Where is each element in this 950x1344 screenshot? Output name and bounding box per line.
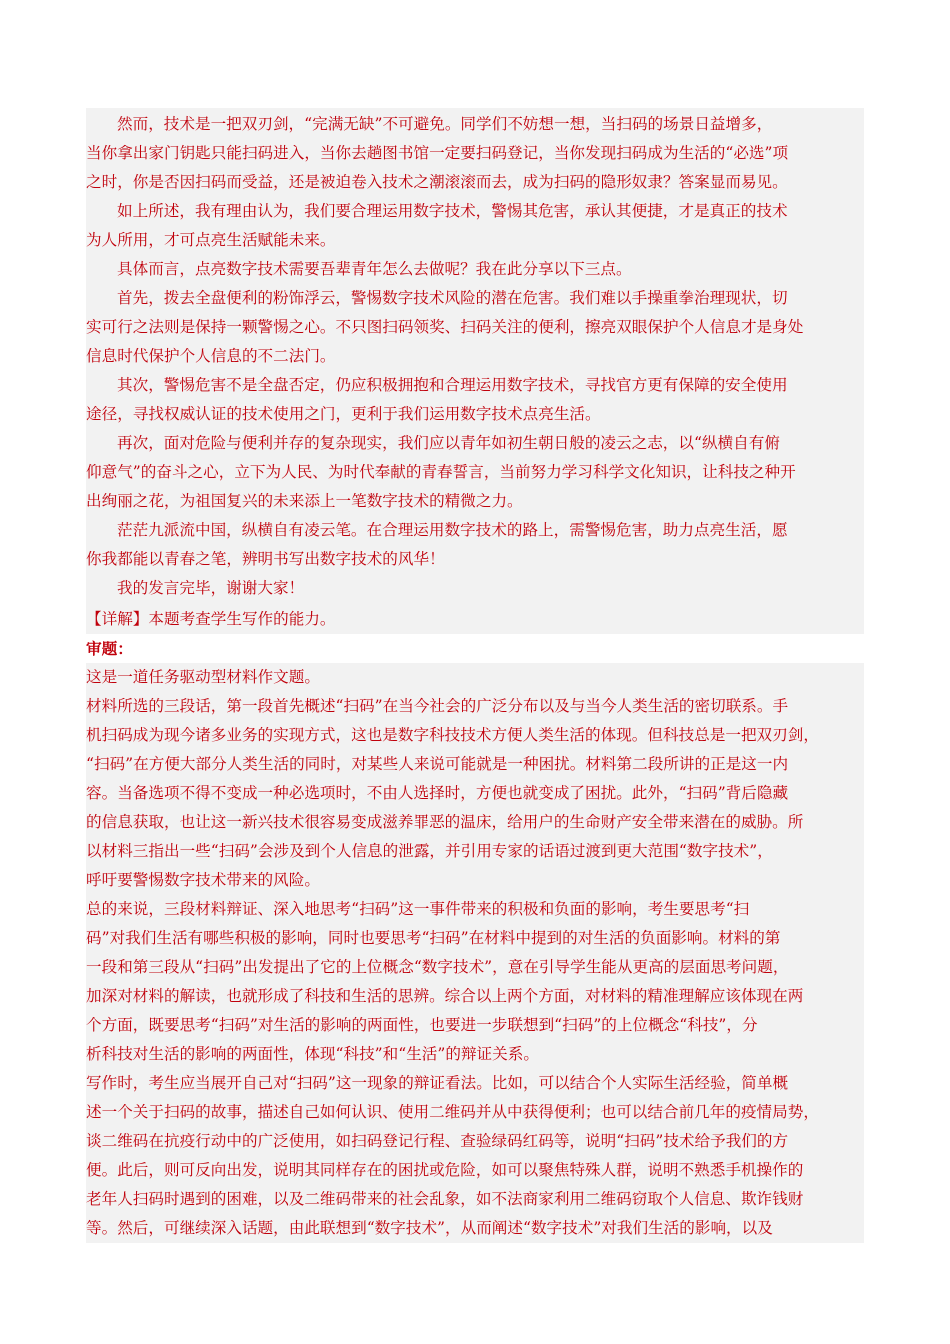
essay-line: 我的发言完毕，谢谢大家！ bbox=[117, 579, 305, 597]
essay-line: 首先，拨去全盘便利的粉饰浮云，警惕数字技术风险的潜在危害。我们难以手操重拳治理现状，切 bbox=[117, 289, 788, 307]
essay-line: 再次，面对危险与便利并存的复杂现实，我们应以青年如初生朝日般的凌云之志，以“纵横自有俯 bbox=[117, 434, 780, 452]
document-page bbox=[86, 108, 864, 1243]
analysis-line: 总的来说，三段材料辩证、深入地思考“扫码”这一事件带来的积极和负面的影响，考生要思考“扫 bbox=[86, 900, 750, 918]
analysis-line: 个方面，既要思考“扫码”对生活的影响的两面性，也要进一步联想到“扫码”的上位概念“科技”，分 bbox=[86, 1016, 758, 1034]
essay-line: 为人所用，才可点亮生活赋能未来。 bbox=[86, 231, 336, 249]
analysis-line: 以材料三指出一些“扫码”会涉及到个人信息的泄露，并引用专家的话语过渡到更大范围“数字技术”， bbox=[86, 842, 773, 860]
analysis-line: 写作时，考生应当展开自己对“扫码”这一现象的辩证看法。比如，可以结合个人实际生活经验，简单概 bbox=[86, 1074, 789, 1092]
analysis-line: 老年人扫码时遇到的困难，以及二维码带来的社会乱象，如不法商家利用二维码窃取个人信息、欺诈钱财 bbox=[86, 1190, 804, 1208]
analysis-line: 容。当备选项不得不变成一种必选项时，不由人选择时，方便也就变成了困扰。此外，“扫码”背后隐藏 bbox=[86, 784, 789, 802]
essay-line: 当你拿出家门钥匙只能扫码进入，当你去趟图书馆一定要扫码登记，当你发现扫码成为生活的“必选”项 bbox=[86, 144, 789, 162]
essay-line: 途径，寻找权威认证的技术使用之门，更利于我们运用数字技术点亮生活。 bbox=[86, 405, 601, 423]
essay-line: 之时，你是否因扫码而受益，还是被迫卷入技术之潮滚滚而去，成为扫码的隐形奴隶？答案显而易见。 bbox=[86, 173, 788, 191]
essay-line: 出绚丽之花，为祖国复兴的未来添上一笔数字技术的精微之力。 bbox=[86, 492, 523, 510]
essay-line: 你我都能以青春之笔，辨明书写出数字技术的风华！ bbox=[86, 550, 445, 568]
section-heading: 审题： bbox=[86, 634, 864, 663]
analysis-line: 析科技对生活的影响的两面性，体现“科技”和“生活”的辩证关系。 bbox=[86, 1045, 539, 1063]
analysis-line: 【详解】本题考查学生写作的能力。 bbox=[86, 610, 336, 628]
analysis-section bbox=[86, 603, 864, 1243]
essay-line: 信息时代保护个人信息的不二法门。 bbox=[86, 347, 336, 365]
analysis-line: 的信息获取，也让这一新兴技术很容易变成滋养罪恶的温床，给用户的生命财产安全带来潜在的威胁。所 bbox=[86, 813, 804, 831]
analysis-line: 等。然后，可继续深入话题，由此联想到“数字技术”，从而阐述“数字技术”对我们生活的影响，以及 bbox=[86, 1219, 773, 1237]
essay-line: 实可行之法则是保持一颗警惕之心。不只图扫码领奖、扫码关注的便利，擦亮双眼保护个人信息才是身处 bbox=[86, 318, 804, 336]
analysis-line: 述一个关于扫码的故事，描述自己如何认识、使用二维码并从中获得便利；也可以结合前几年的疫情局势， bbox=[86, 1103, 819, 1121]
analysis-line: 材料所选的三段话，第一段首先概述“扫码”在当今社会的广泛分布以及与当今人类生活的密切联系。手 bbox=[86, 697, 789, 715]
analysis-line: 机扫码成为现今诸多业务的实现方式，这也是数字科技技术方便人类生活的体现。但科技总是一把双刃剑， bbox=[86, 726, 819, 744]
essay-line: 其次，警惕危害不是全盘否定，仍应积极拥抱和合理运用数字技术，寻找官方更有保障的安全使用 bbox=[117, 376, 788, 394]
analysis-line: 码”对我们生活有哪些积极的影响，同时也要思考“扫码”在材料中提到的对生活的负面影响。材料的第 bbox=[86, 929, 781, 947]
essay-line: 然而，技术是一把双刃剑，“完满无缺”不可避免。同学们不妨想一想，当扫码的场景日益增多， bbox=[117, 115, 773, 133]
analysis-line: 加深对材料的解读，也就形成了科技和生活的思辨。综合以上两个方面，对材料的精准理解应该体现在两 bbox=[86, 987, 804, 1005]
essay-line: 仰意气”的奋斗之心，立下为人民、为时代奉献的青春誓言，当前努力学习科学文化知识，让科技之种开 bbox=[86, 463, 796, 481]
analysis-line: 这是一道任务驱动型材料作文题。 bbox=[86, 668, 320, 686]
analysis-line: 一段和第三段从“扫码”出发提出了它的上位概念“数字技术”，意在引导学生能从更高的层面思考问题， bbox=[86, 958, 789, 976]
analysis-line: 呼吁要警惕数字技术带来的风险。 bbox=[86, 871, 320, 889]
essay-body bbox=[86, 108, 864, 603]
essay-line: 具体而言，点亮数字技术需要吾辈青年怎么去做呢？我在此分享以下三点。 bbox=[117, 260, 632, 278]
essay-line: 如上所述，我有理由认为，我们要合理运用数字技术，警惕其危害，承认其便捷，才是真正的技术 bbox=[117, 202, 788, 220]
analysis-line: “扫码”在方便大部分人类生活的同时，对某些人来说可能就是一种困扰。材料第二段所讲的正是这一内 bbox=[86, 755, 789, 773]
essay-line: 茫茫九派流中国，纵横自有凌云笔。在合理运用数字技术的路上，需警惕危害，助力点亮生活，愿 bbox=[117, 521, 788, 539]
analysis-line: 便。此后，则可反向出发，说明其同样存在的困扰或危险，如可以聚焦特殊人群，说明不熟悉手机操作的 bbox=[86, 1161, 804, 1179]
analysis-line: 谈二维码在抗疫行动中的广泛使用，如扫码登记行程、查验绿码红码等，说明“扫码”技术给予我们的方 bbox=[86, 1132, 789, 1150]
